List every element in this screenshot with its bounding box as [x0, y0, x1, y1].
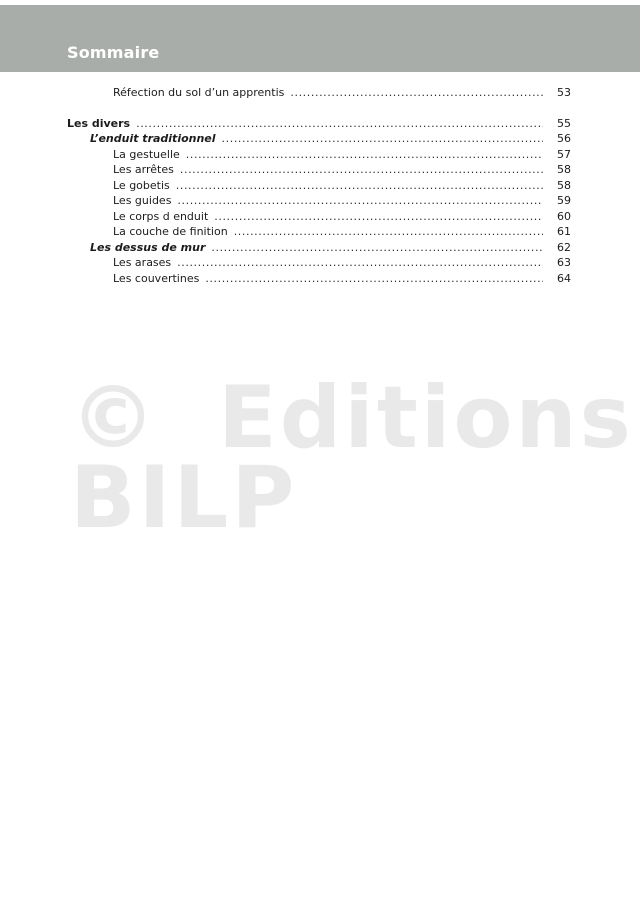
toc-entry-page: 60	[557, 209, 571, 223]
toc-entry-label: Les arases	[113, 256, 172, 269]
toc-entry-page: 53	[557, 86, 571, 99]
toc-entry[interactable]	[67, 147, 571, 163]
toc-entry-page: 58	[557, 178, 571, 192]
toc-entry-page: 64	[557, 271, 571, 285]
toc-dot-leader	[290, 85, 543, 101]
toc-dot-leader	[234, 224, 543, 240]
toc-entry[interactable]	[67, 271, 571, 287]
toc-dot-leader	[222, 131, 543, 147]
toc-entry-label: La gestuelle	[113, 147, 180, 161]
toc-entry-page: 55	[557, 116, 571, 130]
toc-dot-leader	[211, 240, 543, 256]
toc-entry-label: Le corps d enduit	[113, 209, 209, 223]
toc-dot-leader	[177, 255, 543, 271]
toc-entry-label: Le gobetis	[113, 178, 170, 192]
watermark-line-2: BILP	[70, 448, 298, 548]
toc-dot-leader	[177, 193, 543, 209]
toc-entry-page: 56	[557, 132, 571, 145]
toc-dot-leader	[180, 162, 543, 178]
toc-entry[interactable]	[67, 85, 571, 101]
toc-entry[interactable]	[67, 131, 571, 147]
toc-entry-label: Les guides	[113, 194, 172, 207]
watermark-line-1: © Editions	[70, 368, 634, 468]
toc-entry-page: 58	[557, 163, 571, 176]
toc-entry[interactable]	[67, 255, 571, 271]
toc-entry-label: L’enduit traditionnel	[90, 132, 216, 145]
toc-section-gap	[67, 101, 571, 116]
table-of-contents	[67, 85, 571, 286]
toc-entry-page: 61	[557, 225, 571, 238]
toc-dot-leader	[205, 271, 543, 287]
toc-entry-label: Les arrêtes	[113, 163, 174, 176]
toc-entry-page: 57	[557, 147, 571, 161]
toc-entry[interactable]	[67, 193, 571, 209]
toc-entry-page: 63	[557, 256, 571, 269]
toc-entry[interactable]	[67, 116, 571, 132]
toc-dot-leader	[186, 147, 543, 163]
watermark	[70, 368, 634, 548]
toc-entry-page: 59	[557, 194, 571, 207]
header-bar	[0, 5, 640, 72]
toc-entry-label: Réfection du sol d’un apprentis	[113, 86, 285, 99]
toc-entry-page: 62	[557, 240, 571, 254]
toc-entry[interactable]	[67, 240, 571, 256]
toc-dot-leader	[214, 209, 543, 225]
toc-entry-label: Les couvertines	[113, 271, 200, 285]
toc-entry-label: Les dessus de mur	[90, 240, 206, 254]
toc-entry-label: Les divers	[67, 116, 131, 130]
toc-entry[interactable]	[67, 224, 571, 240]
toc-dot-leader	[176, 178, 543, 194]
toc-entry-label: La couche de finition	[113, 225, 228, 238]
toc-entry[interactable]	[67, 178, 571, 194]
toc-dot-leader	[136, 116, 543, 132]
toc-entry[interactable]	[67, 209, 571, 225]
toc-entry[interactable]	[67, 162, 571, 178]
page-title: Sommaire	[67, 43, 160, 62]
